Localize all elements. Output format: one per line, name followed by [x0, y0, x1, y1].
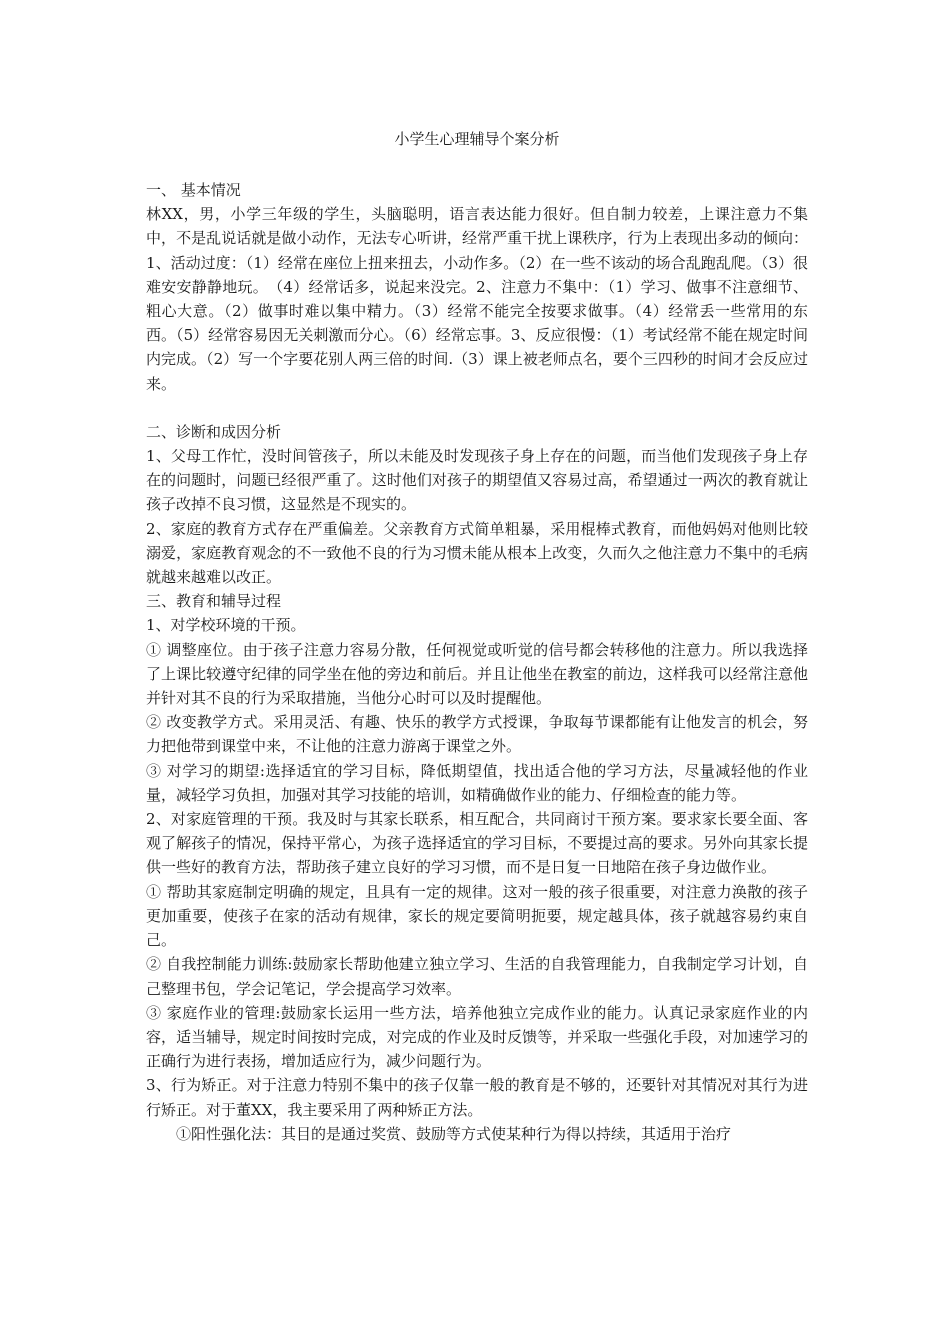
paragraph-adjust-seat: ① 调整座位。由于孩子注意力容易分散，任何视觉或听觉的信号都会转移他的注意力。所以我选择了上课比较遵守纪律的同学坐在他的旁边和前后。并且让他坐在教室的前边，这样我可以经常注意他并针对其不良的行为采取措施，当他分心时可以及时提醒他。	[146, 640, 808, 708]
document-title: 小学生心理辅导个案分析	[394, 130, 560, 148]
section-heading-basic-info: 一、 基本情况	[146, 181, 241, 199]
paragraph-diagnosis-2: 2、家庭的教育方式存在严重偏差。父亲教育方式简单粗暴，采用棍棒式教育，而他妈妈对他则比较溺爱，家庭教育观念的不一致他不良的行为习惯未能从根本上改变，久而久之他注意力不集中的毛病就越来越难以改正。	[146, 519, 808, 587]
paragraph-behavior-correction: 3、行为矫正。对于注意力特别不集中的孩子仅靠一般的教育是不够的，还要针对其情况对其行为进行矫正。对于董XX，我主要采用了两种矫正方法。	[146, 1076, 808, 1119]
paragraph-family-rules: ① 帮助其家庭制定明确的规定，且具有一定的规律。这对一般的孩子很重要，对注意力涣散的孩子更加重要，使孩子在家的活动有规律，家长的规定要简明扼要，规定越具体，孩子就越容易约束自己。	[146, 882, 808, 950]
paragraph-diagnosis-1: 1、父母工作忙，没时间管孩子，所以未能及时发现孩子身上存在的问题，而当他们发现孩子身上存在的问题时，问题已经很严重了。这时他们对孩子的期望值又容易过高，希望通过一两次的教育就让孩子改掉不良习惯，这显然是不现实的。	[146, 447, 808, 514]
paragraph-learning-expectation: ③ 对学习的期望:选择适宜的学习目标，降低期望值，找出适合他的学习方法，尽量减轻他的作业量，减轻学习负担，加强对其学习技能的培训，如精确做作业的能力、仔细检查的能力等。	[146, 761, 808, 804]
paragraph-basic-info: 林XX，男，小学三年级的学生，头脑聪明，语言表达能力很好。但自制力较差，上课注意力不集中，不是乱说话就是做小动作，无法专心听讲，经常严重干扰上课秩序，行为上表现出多动的倾向：1、活动过度：（1）经常在座位上扭来扭去，小动作多。（2）在一些不该动的场合乱跑乱爬。（3）很难安安静静地玩。 （4）经常话多，说起来没完。2、注意力不集中：（1）学习、做事不注意细节、粗心大意。（2）做事时难以集中精力。（3）经常不能完全按要求做事。（4）经常丢一些常用的东西。（5）经常容易因无关刺激而分心。（6）经常忘事。3、反应很慢：（1）考试经常不能在规定时间内完成。（2）写一个字要花别人两三倍的时间.（3）课上被老师点名，要个三四秒的时间才会反应过来。	[146, 205, 808, 393]
paragraph-homework-management: ③ 家庭作业的管理:鼓励家长运用一些方法，培养他独立完成作业的能力。认真记录家庭作业的内容，适当辅导，规定时间按时完成，对完成的作业及时反馈等，并采取一些强化手段，对加速学习的正确行为进行表扬，增加适应行为，减少问题行为。	[146, 1003, 808, 1071]
paragraph-family-intervention: 2、对家庭管理的干预。我及时与其家长联系，相互配合，共同商讨干预方案。要求家长要全面、客观了解孩子的情况，保持平常心，为孩子选择适宜的学习目标，不要提过高的要求。另外向其家长提供一些好的教育方法，帮助孩子建立良好的学习习惯，而不是日复一日地陪在孩子身边做作业。	[146, 810, 808, 877]
section-heading-diagnosis: 二、诊断和成因分析	[146, 422, 282, 441]
paragraph-school-intervention: 1、对学校环境的干预。	[146, 616, 306, 635]
document-page	[146, 128, 808, 1146]
paragraph-positive-reinforcement: ①阳性强化法：其目的是通过奖赏、鼓励等方式使某种行为得以持续，其适用于治疗	[176, 1124, 732, 1143]
paragraph-teaching-method: ② 改变教学方式。采用灵活、有趣、快乐的教学方式授课，争取每节课都能有让他发言的机会，努力把他带到课堂中来，不让他的注意力游离于课堂之外。	[146, 713, 808, 756]
paragraph-self-control: ② 自我控制能力训练:鼓励家长帮助他建立独立学习、生活的自我管理能力，自我制定学习计划，自己整理书包，学会记笔记，学会提高学习效率。	[146, 955, 808, 998]
section-heading-process: 三、教育和辅导过程	[146, 592, 282, 611]
blank-line	[146, 396, 808, 420]
